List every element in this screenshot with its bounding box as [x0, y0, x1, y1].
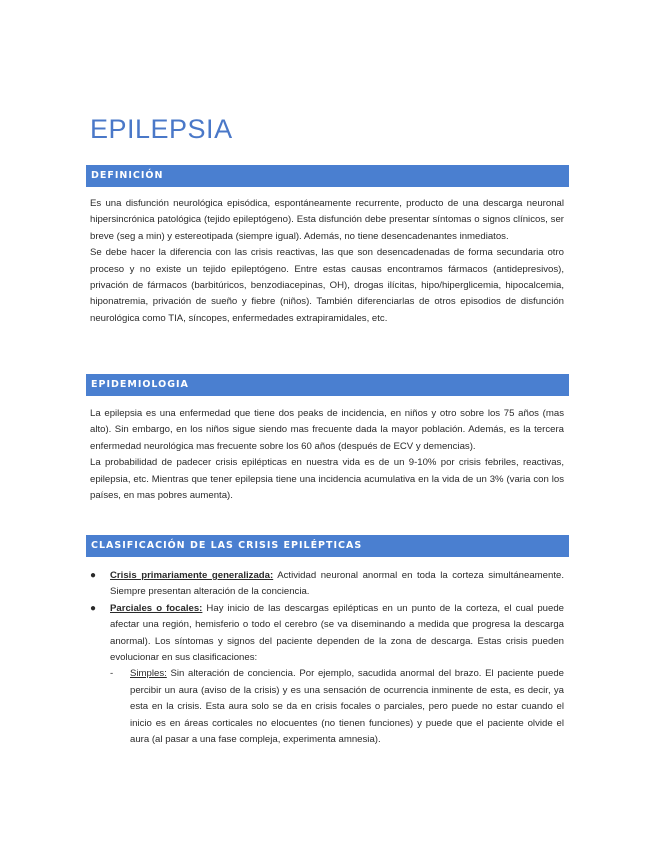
bullet-icon: ● — [90, 602, 97, 614]
sub-list-item-text: Sin alteración de conciencia. Por ejemplo, sacudida anormal del brazo. El paciente puede percibir un aura (aviso de la crisis) y es una sensación de ocurrencia inminente de esta, es decir, ya esta en la crisis. Esta aura solo se da en crisis focales o parciales, pero puede no estar cuando el inicio es en áreas corticales no elocuentes (no tienen funciones) y puede que el paciente olvide el aura (al pasar a una fase compleja, experimenta amnesia). — [130, 668, 564, 746]
dash-icon: - — [110, 668, 114, 680]
list-item — [90, 601, 564, 749]
paragraph: Se debe hacer la diferencia con las crisis reactivas, las que son desencadenadas de forma secundaria otro proceso y no existe un tejido epileptógeno. Entre estas causas encontramos fármacos (antidepresivos), privación de fármacos (barbitúricos, benzodiacepinas, OH), drogas ilícitas, hipo/hiperglicemia, hipocalcemia, hiponatremia, privación de sueño y fiebre (niños). También diferenciarlas de otros episodios de disfunción neurológica como TIA, síncopes, enfermedades extrapiramidales, etc. — [90, 247, 564, 324]
sub-list — [110, 666, 564, 748]
section-heading-clasificacion: CLASIFICACIÓN DE LAS CRISIS EPILÉPTICAS — [86, 535, 569, 557]
classification-list — [90, 568, 564, 748]
list-item-term: Crisis primariamente generalizada: — [110, 570, 274, 581]
section-heading-definicion: DEFINICIÓN — [86, 165, 569, 187]
section-body-definicion — [90, 196, 564, 327]
page-title: EPILEPSIA — [90, 114, 233, 144]
section-heading-epidemiologia: EPIDEMIOLOGIA — [86, 374, 569, 396]
sub-list-item-term: Simples: — [130, 668, 167, 680]
paragraph: La probabilidad de padecer crisis epilépticas en nuestra vida es de un 9-10% por crisis febriles, reactivas, epilepsia, etc. Mientras que tener epilepsia tiene una incidencia acumulativa en la vida de un 3% (varia con los países, en mas pobres aumenta). — [90, 457, 564, 502]
paragraph: Es una disfunción neurológica episódica, espontáneamente recurrente, producto de una descarga neuronal hipersincrónica patológica (tejido epileptógeno). Esta disfunción debe presentar síntomas o signos clínicos, ser breve (seg a min) y estereotipada (siempre igual). Además, no tiene desencadenantes inmediatos. — [90, 198, 564, 242]
bullet-icon: ● — [90, 570, 97, 581]
section-body-epidemiologia — [90, 406, 564, 504]
list-item — [90, 568, 564, 601]
list-item-term: Parciales o focales: — [110, 602, 203, 614]
paragraph: La epilepsia es una enfermedad que tiene dos peaks de incidencia, en niños y otro sobre los 75 años (mas alto). Sin embargo, en los niños sigue siendo mas frecuente dada la mayor población. Además, es la tercera enfermedad neurológica mas frecuente sobre los 60 años (después de ECV y demencias). — [90, 408, 564, 452]
section-body-clasificacion — [90, 568, 564, 748]
sub-list-item — [110, 666, 564, 748]
list-item-text: Actividad neuronal anormal en toda la corteza simultáneamente. Siempre presentan alteración de la conciencia. — [110, 570, 564, 598]
list-item-text: Hay inicio de las descargas epilépticas en un punto de la corteza, el cual puede afectar una región, hemisferio o todo el cerebro (se va diseminando a medida que progresa la descarga anormal). Los síntomas y signos del paciente dependen de la zona de descarga. Estas crisis pueden evolucionar en sus clasificaciones: — [110, 602, 565, 664]
